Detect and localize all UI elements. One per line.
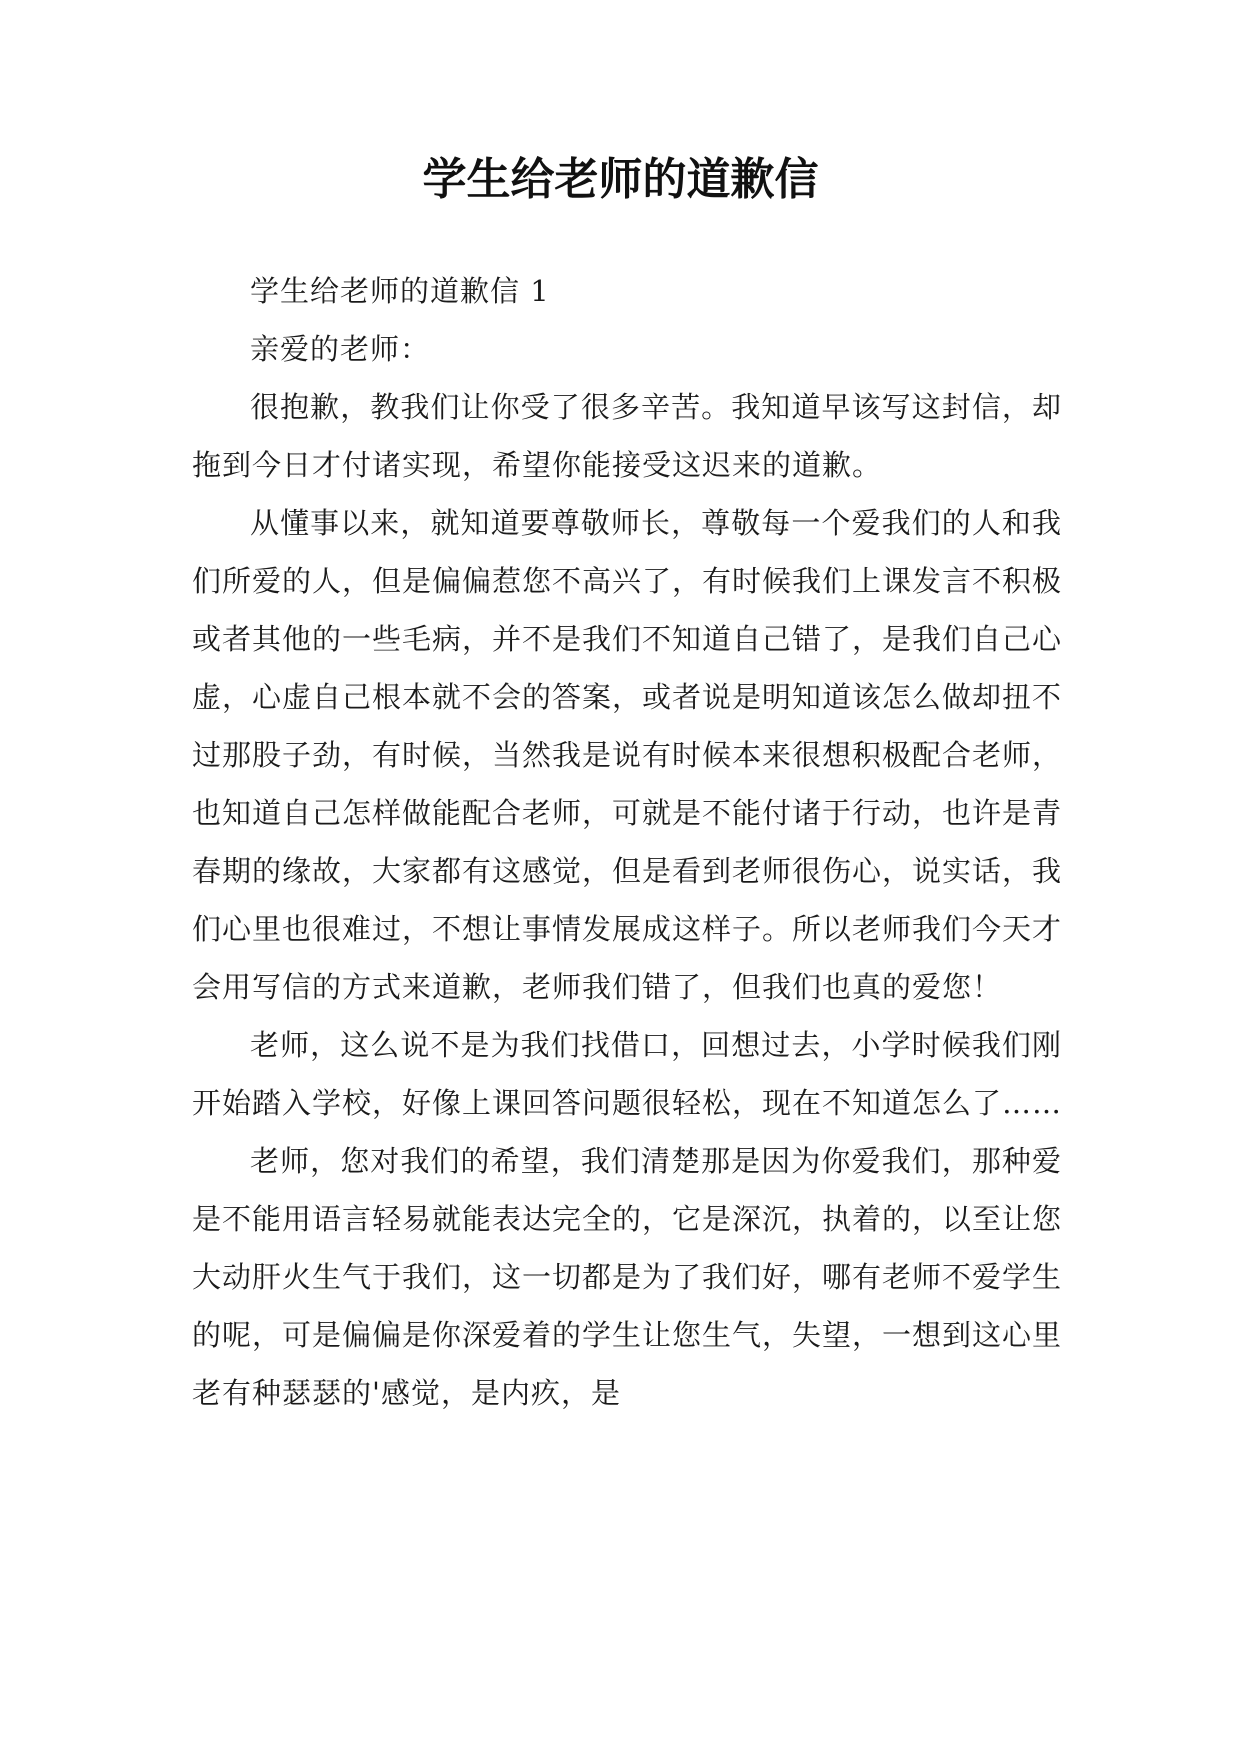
body-paragraph: 老师，这么说不是为我们找借口，回想过去，小学时候我们刚开始踏入学校，好像上课回答问题很轻松，现在不知道怎么了…… — [192, 1028, 1063, 1120]
body-paragraph: 很抱歉，教我们让你受了很多辛苦。我知道早该写这封信，却拖到今日才付诸实现，希望你能接受这迟来的道歉。 — [192, 390, 1062, 482]
body-paragraph: 老师，您对我们的希望，我们清楚那是因为你爱我们，那种爱是不能用语言轻易就能表达完全的，它是深沉，执着的，以至让您大动肝火生气于我们，这一切都是为了我们好，哪有老师不爱学生的呢，可是偏偏是你深爱着的学生让您生气，失望，一想到这心里老有种瑟瑟的'感觉，是内疚，是 — [192, 1144, 1063, 1410]
letter-salutation: 亲爱的老师： — [250, 332, 431, 366]
document-title: 学生给老师的道歉信 — [422, 154, 819, 205]
body-paragraph: 从懂事以来，就知道要尊敬师长，尊敬每一个爱我们的人和我们所爱的人，但是偏偏惹您不高兴了，有时候我们上课发言不积极或者其他的一些毛病，并不是我们不知道自己错了，是我们自己心虚，心虚自己根本就不会的答案，或者说是明知道该怎么做却扭不过那股子劲，有时候，当然我是说有时候本来很想积极配合老师，也知道自己怎样做能配合老师，可就是不能付诸于行动，也许是青春期的缘故，大家都有这感觉，但是看到老师很伤心，说实话，我们心里也很难过，不想让事情发展成这样子。所以老师我们今天才会用写信的方式来道歉，老师我们错了，但我们也真的爱您！ — [192, 506, 1063, 1004]
document-body — [192, 262, 1062, 1422]
letter-heading: 学生给老师的道歉信 1 — [250, 274, 550, 308]
